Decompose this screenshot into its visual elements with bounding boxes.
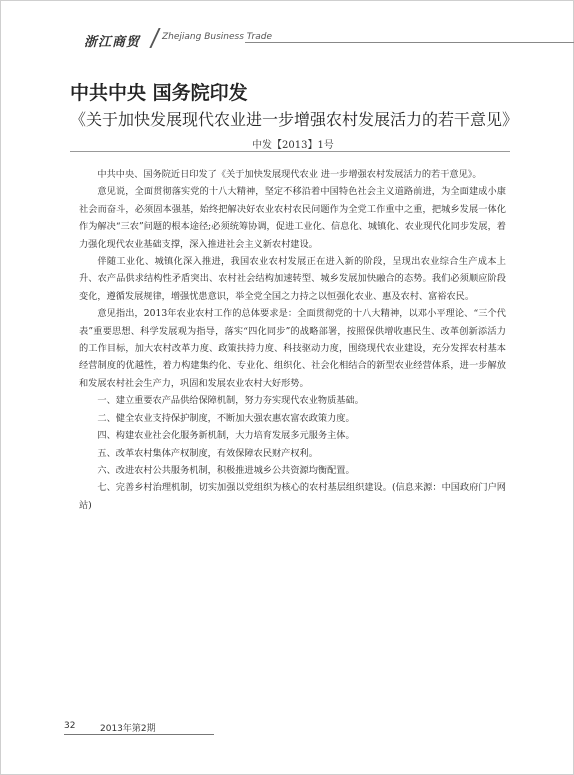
article-body xyxy=(79,166,506,514)
article-title-line2: 《关于加快发展现代农业进一步增强农村发展活力的若干意见》 xyxy=(70,110,519,129)
list-item: 六、改进农村公共服务机制，积极推进城乡公共资源均衡配置。 xyxy=(97,464,355,476)
list-item: 七、完善乡村治理机制，切实加强以党组织为核心的农村基层组织建设。(信息来源：中国政府门户网站) xyxy=(79,482,506,511)
paragraph: 意见说，全面贯彻落实党的十八大精神，坚定不移沿着中国特色社会主义道路前进，为全面建成小康社会而奋斗，必须固本强基，始终把解决好农业农村农民问题作为全党工作重中之重，把城乡发展一体化作为解决“三农”问题的根本途径;必须统筹协调，促进工业化、信息化、城镇化、农业现代化同步发展，着力强化现代农业基础支撑，深入推进社会主义新农村建设。 xyxy=(79,186,506,250)
paragraph: 意见指出，2013年农业农村工作的总体要求是：全面贯彻党的十八大精神，以邓小平理论、“三个代表”重要思想、科学发展观为指导，落实“四化同步”的战略部署，按照保供增收惠民生、改革创新添活力的工作目标，加大农村改革力度、政策扶持力度、科技驱动力度，围绕现代农业建设，充分发挥农村基本经营制度的优越性，着力构建集约化、专业化、组织化、社会化相结合的新型农业经营体系，进一步解放和发展农村社会生产力，巩固和发展农业农村大好形势。 xyxy=(79,308,506,389)
header-slash-divider xyxy=(149,28,160,48)
list-item: 五、改革农村集体产权制度，有效保障农民财产权利。 xyxy=(97,447,318,459)
list-item: 一、建立重要农产品供给保障机制，努力夯实现代农业物质基础。 xyxy=(97,395,364,407)
magazine-logo: 浙江商贸 xyxy=(84,35,141,50)
page-footer xyxy=(64,718,224,734)
magazine-english-name: Zhejiang Business Trade xyxy=(162,32,273,42)
footer-rule xyxy=(64,734,214,735)
title-divider xyxy=(70,151,510,152)
header-rule xyxy=(245,42,574,43)
paragraph: 中共中央、国务院近日印发了《关于加快发展现代农业 进一步增强农村发展活力的若干意见》。 xyxy=(97,169,482,180)
list-item: 二、健全农业支持保护制度，不断加大强农惠农富农政策力度。 xyxy=(97,412,355,424)
page-number: 32 xyxy=(64,721,76,731)
running-header xyxy=(70,28,570,50)
list-item: 四、构建农业社会化服务新机制，大力培育发展多元服务主体。 xyxy=(97,430,355,442)
issue-label: 2013年第2期 xyxy=(100,724,156,734)
article-title-line1: 中共中央 国务院印发 xyxy=(70,82,248,104)
paragraph: 伴随工业化、城镇化深入推进，我国农业农村发展正在进入新的阶段，呈现出农业综合生产成本上升、农产品供求结构性矛盾突出、农村社会结构加速转型、城乡发展加快融合的态势。我们必须顺应阶段变化，遵循发展规律，增强忧患意识，举全党全国之力持之以恒强化农业、惠及农村、富裕农民。 xyxy=(79,256,506,302)
document-number: 中发【2013】1号 xyxy=(252,140,334,151)
